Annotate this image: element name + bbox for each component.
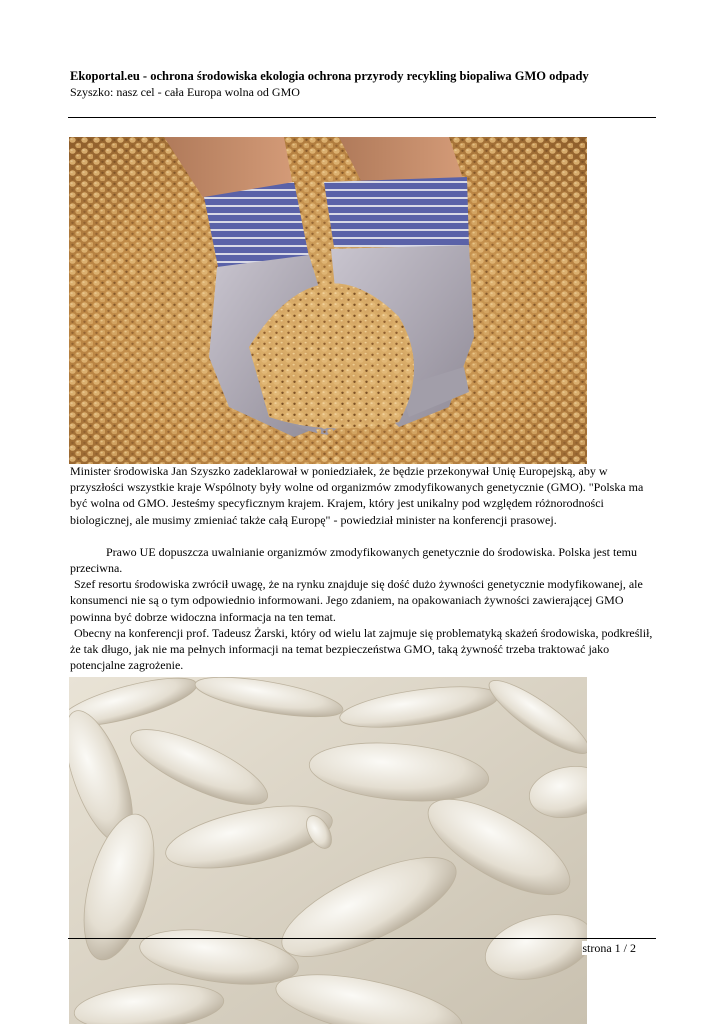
rice-photo <box>69 677 587 1024</box>
article-paragraph: Szef resortu środowiska zwrócił uwagę, że na rynku znajduje się dość dużo żywności genetycznie modyfikowanej, ale konsumenci nie są o tym odpowiednio informowani. Jego zdaniem, na opakowaniach żywności zawierającej GMO powinna być dobrze widoczna informacja na ten temat. <box>70 577 643 624</box>
soybeans-photo <box>69 137 587 464</box>
footer-divider <box>68 938 656 939</box>
article-body <box>70 463 660 673</box>
page-title: Ekoportal.eu - ochrona środowiska ekologia ochrona przyrody recykling biopaliwa GMO odpady <box>70 69 589 83</box>
article-paragraph: Obecny na konferencji prof. Tadeusz Żarski, który od wielu lat zajmuje się problematyką skażeń środowiska, podkreślił, że tak długo, jak nie ma pełnych informacji na temat bezpieczeństwa GMO, taką żywność trzeba traktować jako potencjalne zagrożenie. <box>70 625 653 673</box>
header-divider <box>68 117 656 118</box>
article-headline: Szyszko: nasz cel - cała Europa wolna od GMO <box>70 85 300 99</box>
page-number: strona 1 / 2 <box>582 941 636 955</box>
article-paragraph: Minister środowiska Jan Szyszko zadeklarował w poniedziałek, że będzie przekonywał Unię Europejską, aby w przyszłości wszystkie kraje Wspólnoty były wolne od organizmów zmodyfikowanych genetycznie (GMO). "Polska ma być wolna od GMO. Jesteśmy specyficznym krajem. Krajem, który jest unikalny pod względem różnorodności biologicznej, ale musimy zmieniać także całą Europę" - powiedział minister na konferencji prasowej. <box>70 464 644 527</box>
article-paragraph: Prawo UE dopuszcza uwalnianie organizmów zmodyfikowanych genetycznie do środowiska. Polska jest temu przeciwna. <box>70 544 637 576</box>
